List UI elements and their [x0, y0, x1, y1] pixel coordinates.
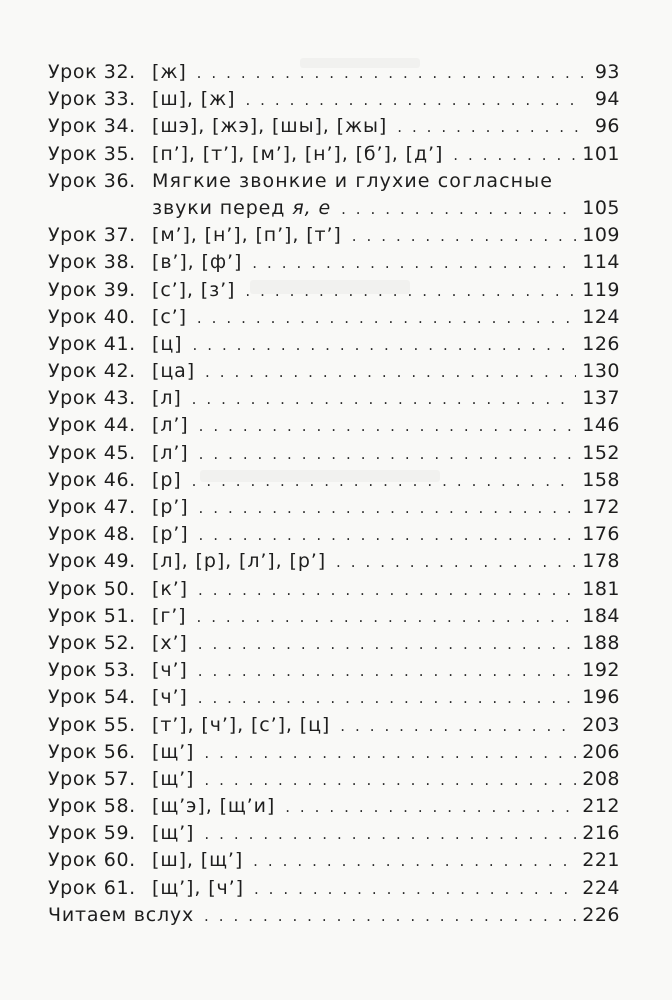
toc-entry[interactable] [48, 222, 620, 249]
page-number: 188 [582, 631, 620, 654]
page-number: 126 [582, 332, 620, 355]
toc-entry[interactable] [48, 412, 620, 439]
dot-leader [204, 903, 576, 930]
lesson-title: [щ’э], [щ’и] [152, 795, 276, 818]
lesson-label: Урок 33. [48, 88, 136, 111]
page-number: 114 [582, 251, 620, 274]
dot-leader [205, 359, 576, 386]
page-number: 226 [582, 903, 620, 926]
page-number: 146 [582, 414, 620, 437]
dot-leader [245, 278, 576, 305]
page-number: 152 [582, 441, 620, 464]
page-number: 101 [582, 142, 620, 165]
lesson-label: Урок 54. [48, 686, 136, 709]
toc-entry[interactable] [48, 847, 620, 874]
lesson-label: Урок 45. [48, 441, 136, 464]
lesson-title: [ш], [щ’] [152, 849, 244, 872]
toc-entry[interactable] [48, 684, 620, 711]
lesson-label: Урок 56. [48, 740, 136, 763]
toc-entry[interactable] [48, 331, 620, 358]
toc-entry[interactable] [48, 548, 620, 575]
toc-entry[interactable] [48, 86, 620, 113]
lesson-title: [ч’] [152, 686, 188, 709]
page-number: 203 [582, 713, 620, 736]
toc-entry[interactable] [48, 385, 620, 412]
lesson-label: Урок 51. [48, 604, 136, 627]
toc-entry[interactable] [48, 630, 620, 657]
lesson-label: Урок 38. [48, 251, 136, 274]
page-number: 181 [582, 577, 620, 600]
page-number: 208 [582, 767, 620, 790]
lesson-title: [л’] [152, 441, 189, 464]
lesson-label: Урок 34. [48, 115, 136, 138]
lesson-label: Урок 58. [48, 795, 136, 818]
lesson-title-cont: звуки перед я, е [152, 196, 332, 219]
lesson-label: Урок 59. [48, 822, 136, 845]
toc-entry[interactable] [48, 59, 620, 86]
toc-entry[interactable] [48, 820, 620, 847]
page-number: 212 [582, 795, 620, 818]
dot-leader [198, 685, 577, 712]
page-number: 105 [582, 196, 620, 219]
lesson-title: [ж] [152, 61, 187, 83]
page-number: 196 [582, 686, 620, 709]
toc-entry[interactable] [48, 141, 620, 168]
lesson-title: [ца] [152, 360, 196, 383]
toc-entry-reading-aloud[interactable] [48, 902, 620, 929]
dot-leader [204, 767, 576, 794]
lesson-label: Урок 48. [48, 523, 136, 546]
dot-leader [199, 441, 577, 468]
lesson-label: Урок 52. [48, 631, 136, 654]
page-number: 137 [582, 387, 620, 410]
lesson-label: Урок 41. [48, 332, 136, 355]
dot-leader [453, 142, 576, 169]
lesson-title: [т’], [ч’], [с’], [ц] [152, 713, 331, 736]
dot-leader [198, 631, 577, 658]
dot-leader [204, 740, 576, 767]
dot-leader [341, 196, 576, 223]
dot-leader [285, 794, 576, 821]
page-number: 172 [582, 496, 620, 518]
dot-leader [245, 87, 584, 114]
lesson-title: [щ’], [ч’] [152, 876, 244, 899]
page-number: 93 [594, 61, 620, 83]
toc-entry[interactable] [48, 304, 620, 331]
lesson-label: Урок 55. [48, 713, 136, 736]
dot-leader [192, 332, 576, 359]
lesson-label: Урок 32. [48, 61, 136, 83]
lesson-title: [р’] [152, 496, 189, 518]
lesson-label: Урок 53. [48, 659, 136, 682]
lesson-label: Урок 49. [48, 550, 136, 573]
dot-leader [204, 821, 576, 848]
lesson-label: Урок 37. [48, 224, 136, 247]
lesson-label: Урок 40. [48, 305, 136, 328]
lesson-title: [ц] [152, 332, 183, 355]
dot-leader [336, 549, 576, 576]
page-number: 176 [582, 523, 620, 546]
dot-leader [352, 223, 576, 250]
dot-leader [199, 413, 577, 440]
toc-entry[interactable] [48, 576, 620, 603]
lesson-title: [м’], [н’], [п’], [т’] [152, 224, 342, 247]
dot-leader [198, 658, 577, 685]
toc-entry[interactable] [48, 603, 620, 630]
dot-leader [340, 713, 576, 740]
dot-leader [197, 60, 584, 87]
page-number: 119 [582, 278, 620, 301]
lesson-title: [шэ], [жэ], [шы], [жы] [152, 115, 388, 138]
toc-entry[interactable] [48, 494, 620, 521]
toc-entry[interactable] [48, 875, 620, 902]
dot-leader [254, 876, 576, 903]
toc-entry[interactable] [48, 358, 620, 385]
lesson-title: [л’] [152, 414, 189, 437]
toc-entry-continuation[interactable] [48, 195, 620, 222]
lesson-title: [к’] [152, 577, 188, 600]
page-number: 206 [582, 740, 620, 763]
page-number: 178 [582, 550, 620, 573]
lesson-label: Урок 57. [48, 767, 136, 790]
dot-leader [192, 386, 577, 413]
lesson-title: [щ’] [152, 767, 195, 790]
lesson-title: [в’], [ф’] [152, 251, 243, 274]
table-of-contents [48, 59, 620, 929]
dot-leader [196, 604, 576, 631]
page-number: 130 [582, 360, 620, 383]
lesson-label: Урок 35. [48, 142, 136, 165]
dot-leader [253, 848, 576, 875]
page-number: 124 [582, 305, 620, 328]
toc-entry[interactable] [48, 277, 620, 304]
lesson-title: [г’] [152, 604, 187, 627]
toc-entry[interactable] [48, 712, 620, 739]
lesson-title: [ш], [ж] [152, 88, 236, 111]
section-title: Читаем вслух [48, 903, 195, 926]
lesson-title: [с’] [152, 305, 187, 328]
lesson-label: Урок 46. [48, 468, 136, 491]
dot-leader [252, 250, 576, 277]
toc-entry[interactable] [48, 793, 620, 820]
dot-leader [199, 522, 577, 549]
page-number: 109 [582, 224, 620, 247]
lesson-title: [щ’] [152, 822, 195, 845]
page-number: 221 [582, 849, 620, 872]
dot-leader [199, 495, 577, 522]
lesson-label: Урок 43. [48, 387, 136, 410]
page-number: 158 [582, 468, 620, 491]
lesson-label: Урок 39. [48, 278, 136, 301]
toc-entry[interactable] [48, 657, 620, 684]
lesson-label: Урок 36. [48, 169, 136, 192]
dot-leader [198, 577, 576, 604]
lesson-label: Урок 61. [48, 876, 136, 899]
dot-leader [192, 468, 577, 495]
lesson-title: [щ’] [152, 740, 195, 763]
lesson-title: [с’], [з’] [152, 278, 236, 301]
lesson-title: [ч’] [152, 659, 188, 682]
lesson-label: Урок 42. [48, 360, 136, 383]
toc-entry[interactable] [48, 521, 620, 548]
toc-entry[interactable] [48, 766, 620, 793]
lesson-label: Урок 44. [48, 414, 136, 437]
lesson-title: [р] [152, 468, 182, 491]
toc-entry[interactable] [48, 113, 620, 140]
dot-leader [397, 114, 584, 141]
page-number: 216 [582, 822, 620, 845]
page-number: 96 [594, 115, 620, 138]
lesson-label: Урок 47. [48, 496, 136, 518]
lesson-title: [п’], [т’], [м’], [н’], [б’], [д’] [152, 142, 444, 165]
page-number: 184 [582, 604, 620, 627]
toc-entry[interactable] [48, 467, 620, 494]
lesson-title: [л], [р], [л’], [р’] [152, 550, 327, 573]
lesson-title: [р’] [152, 523, 189, 546]
lesson-label: Урок 60. [48, 849, 136, 872]
page-number: 192 [582, 659, 620, 682]
lesson-label: Урок 50. [48, 577, 136, 600]
toc-entry[interactable] [48, 440, 620, 467]
page-number: 94 [594, 88, 620, 111]
lesson-title: Мягкие звонкие и глухие согласные [152, 169, 554, 192]
toc-entry[interactable] [48, 249, 620, 276]
dot-leader [197, 305, 576, 332]
toc-entry[interactable] [48, 739, 620, 766]
toc-entry[interactable] [48, 168, 620, 195]
lesson-title: [л] [152, 387, 182, 410]
page-number: 224 [582, 876, 620, 899]
lesson-title: [х’] [152, 631, 188, 654]
